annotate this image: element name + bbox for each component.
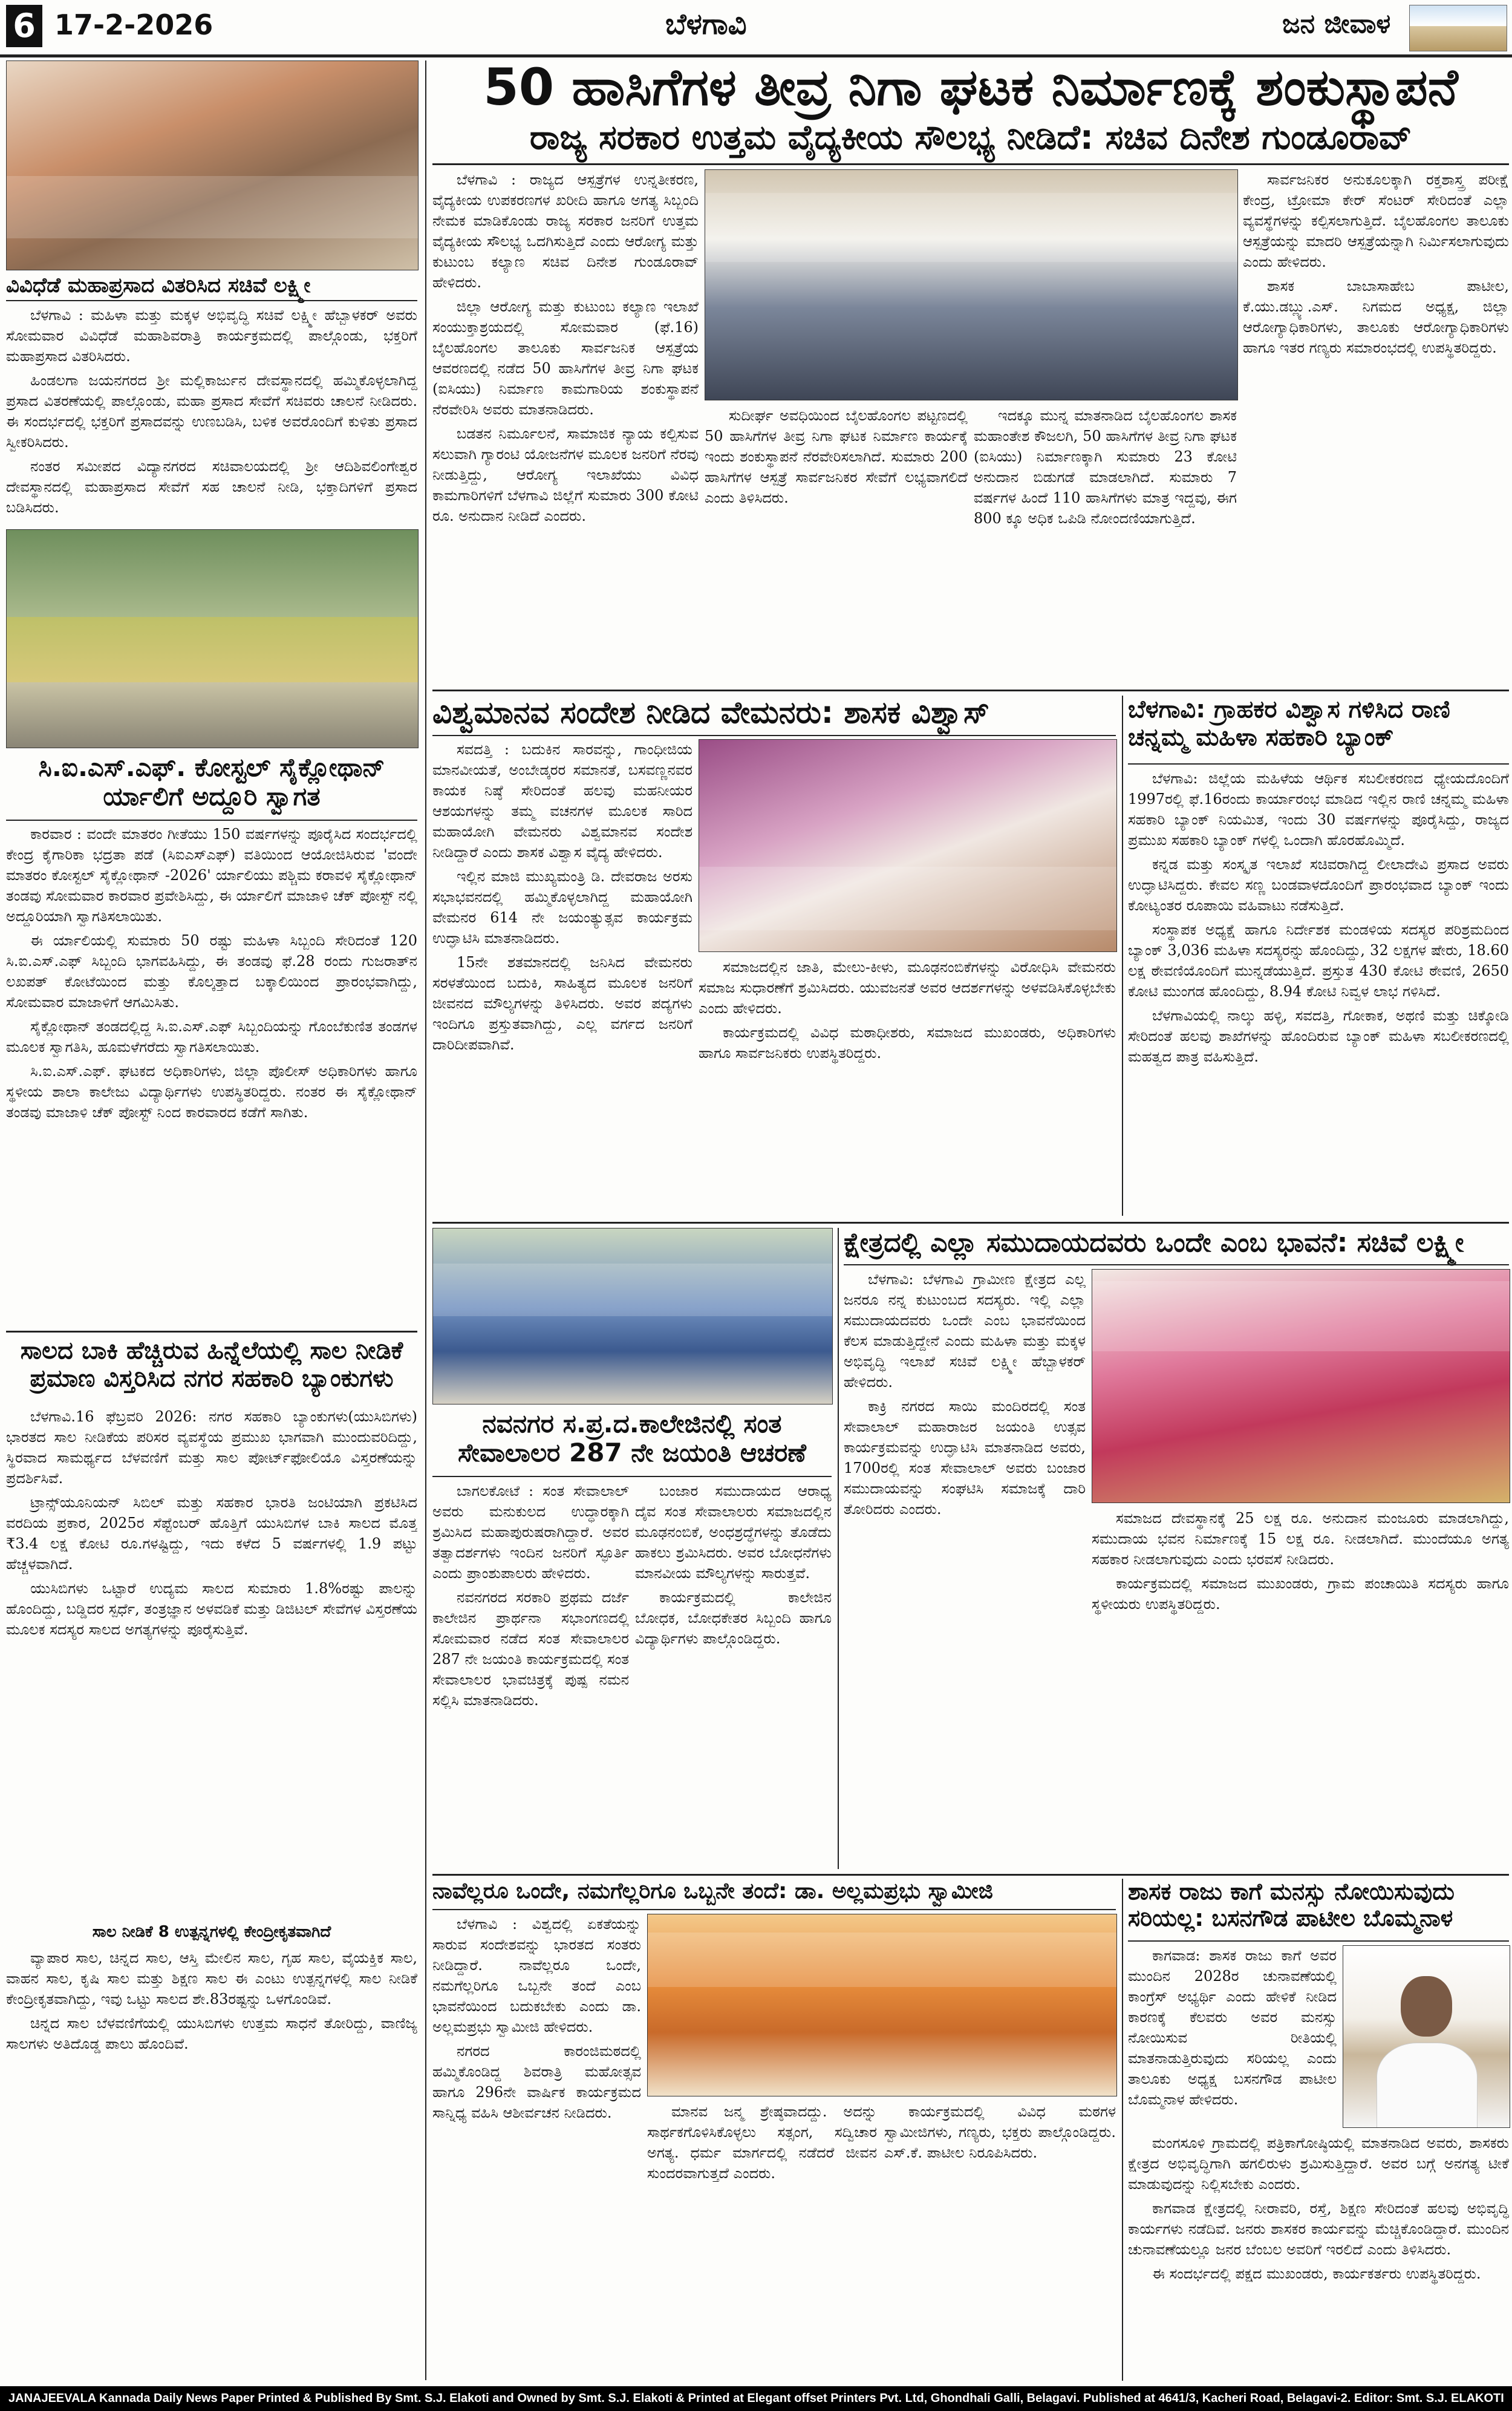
article3-body [6,1406,417,1920]
suvarna-soudha-logo-icon [1409,5,1507,51]
article4-body-col2 [705,405,968,683]
article6-para: ಬೆಳಗಾವಿಯಲ್ಲಿ ನಾಲ್ಕು ಹಳ್ಳಿ, ಸವದತ್ತಿ, ಗೋಕಾಕ, ಅಥಣಿ ಮತ್ತು ಚಿಕ್ಕೋಡಿ ಸೇರಿದಂತೆ ಹಲವು ಶಾಖೆಗಳನ್ನು ಹೊಂದಿರುವ ಬ್ಯಾಂಕ್ ಮಹಿಳಾ ಸಬಲೀಕರಣದಲ್ಲಿ ಮಹತ್ವದ ಪಾತ್ರ ವಹಿಸುತ್ತಿದೆ. [1128,1007,1509,1065]
article4-body-col1 [432,169,699,683]
article10-para: ಕಾಗವಾಡ ಕ್ಷೇತ್ರದಲ್ಲಿ ನೀರಾವರಿ, ರಸ್ತೆ, ಶಿಕ್ಷಣ ಸೇರಿದಂತೆ ಹಲವು ಅಭಿವೃದ್ಧಿ ಕಾರ್ಯಗಳು ನಡೆದಿವೆ. ಜನರು ಶಾಸಕರ ಕಾರ್ಯವನ್ನು ಮೆಚ್ಚಿಕೊಂಡಿದ್ದಾರೆ. ಮುಂದಿನ ಚುನಾವಣೆಯಲ್ಲೂ ಜನರ ಬೆಂಬಲ ಅವರಿಗೆ ಇರಲಿದೆ ಎಂದು ತಿಳಿಸಿದರು. [1128,2200,1509,2258]
article7-headline: ನವನಗರ ಸ.ಪ್ರ.ದ.ಕಾಲೇಜಿನಲ್ಲಿ ಸಂತ ಸೇವಾಲಾಲರ 287 ನೇ ಜಯಂತಿ ಆಚರಣೆ [458,1409,806,1468]
article3-para: ಯುಸಿಬಿಗಳು ಒಟ್ಟಾರೆ ಉದ್ಯಮ ಸಾಲದ ಸುಮಾರು 1.8%ರಷ್ಟು ಪಾಲನ್ನು ಹೊಂದಿದ್ದು, ಬಡ್ಡಿದರ ಸ್ಪರ್ಧೆ, ತಂತ್ರಜ್ಞಾನ ಅಳವಡಿಕೆ ಮತ್ತು ಡಿಜಿಟಲ್ ಸೇವೆಗಳ ವಿಸ್ತರಣೆಯ ಮೂಲಕ ಸದಸ್ಯರ ಸಾಲದ ಅಗತ್ಯಗಳನ್ನು ಪೂರೈಸುತ್ತಿವೆ. [6,1580,417,1638]
masthead [0,0,1512,57]
basanagouda-portrait-photo [1343,1945,1510,2128]
sevalal-jayanti-photo [1092,1269,1510,1503]
column-divider [425,60,426,2380]
divider [844,1264,1509,1265]
article7-para: ಬಂಜಾರ ಸಮುದಾಯದ ಆರಾಧ್ಯ ದೈವ ಸಂತ ಸೇವಾಲಾಲರು ಸಮಾಜದಲ್ಲಿನ ಮೂಢನಂಬಿಕೆ, ಅಂಧಶ್ರದ್ಧೆಗಳನ್ನು ತೊಡೆದು ಹಾಕಲು ಶ್ರಮಿಸಿದರು. ಅವರ ಬೋಧನೆಗಳು ಮಾನವೀಯ ಮೌಲ್ಯಗಳನ್ನು ಸಾರುತ್ತವೆ. [635,1483,832,1582]
article6-body [1128,768,1509,1216]
article5-body-col1 [432,739,692,1217]
divider [1128,763,1509,765]
article2-para: ಕಾರವಾರ : ವಂದೇ ಮಾತರಂ ಗೀತೆಯು 150 ವರ್ಷಗಳನ್ನು ಪೂರೈಸಿದ ಸಂದರ್ಭದಲ್ಲಿ ಕೇಂದ್ರ ಕೈಗಾರಿಕಾ ಭದ್ರತಾ ಪಡೆ (ಸಿಐಎಸ್‌ಎಫ್) ವತಿಯಿಂದ ಆಯೋಜಿಸಿರುವ 'ವಂದೇ ಮಾತರಂ ಕೋಸ್ಟಲ್ ಸೈಕ್ಲೋಥಾನ್ -2026' ರ್ಯಾಲಿಯು ಪಶ್ಚಿಮ ಕರಾವಳಿ ಸೈಕ್ಲೋಥಾನ್ ತಂಡವು ಸೋಮವಾರ ಕಾರವಾರ ಪ್ರವೇಶಿಸಿದ್ದು, ಈ ರ್ಯಾಲಿಗೆ ಮಾಜಾಳಿ ಚೆಕ್ ಪೋಸ್ಟ್ ನಲ್ಲಿ ಅದ್ದೂರಿಯಾಗಿ ಸ್ವಾಗತಿಸಲಾಯಿತು. [6,826,417,925]
article9-body-col2 [647,2101,877,2380]
article1-body [6,305,417,523]
article2-para: ಸಿ.ಐ.ಎಸ್.ಎಫ್. ಘಟಕದ ಅಧಿಕಾರಿಗಳು, ಜಿಲ್ಲಾ ಪೊಲೀಸ್ ಅಧಿಕಾರಿಗಳು ಹಾಗೂ ಸ್ಥಳೀಯ ಶಾಲಾ ಕಾಲೇಜು ವಿದ್ಯಾರ್ಥಿಗಳು ಉಪಸ್ಥಿತರಿದ್ದರು. ನಂತರ ಈ ಸೈಕ್ಲೋಥಾನ್ ತಂಡವು ಮಾಜಾಳಿ ಚೆಕ್ ಪೋಸ್ಟ್ ನಿಂದ ಕಾರವಾರದ ಕಡೆಗೆ ಸಾಗಿತು. [6,1063,417,1121]
divider [6,300,417,301]
divider [432,1222,1509,1224]
article3-para: ಚಿನ್ನದ ಸಾಲ ಬೆಳವಣಿಗೆಯಲ್ಲಿ ಯುಸಿಬಿಗಳು ಉತ್ತಮ ಸಾಧನೆ ತೋರಿದ್ದು, ವಾಣಿಜ್ಯ ಸಾಲಗಳು ಅತಿದೊಡ್ಡ ಪಾಲು ಹೊಂದಿವೆ. [6,2015,417,2052]
karanjimath-event-photo [647,1914,1117,2096]
article7-body-col1 [432,1481,629,1868]
article5-para: ಇಲ್ಲಿನ ಮಾಜಿ ಮುಖ್ಯಮಂತ್ರಿ ಡಿ. ದೇವರಾಜ ಅರಸು ಸಭಾಭವನದಲ್ಲಿ ಹಮ್ಮಿಕೊಳ್ಳಲಾಗಿದ್ದ ಮಹಾಯೋಗಿ ವೇಮನರ 614 ನೇ ಜಯಂತ್ಯುತ್ಸವ ಕಾರ್ಯಕ್ರಮ ಉದ್ಘಾಟಿಸಿ ಮಾತನಾಡಿದರು. [432,868,692,947]
portrait-shirt-icon [1377,2043,1478,2128]
article7-para: ನವನಗರದ ಸರಕಾರಿ ಪ್ರಥಮ ದರ್ಜೆ ಕಾಲೇಜಿನ ಪ್ರಾರ್ಥನಾ ಸಭಾಂಗಣದಲ್ಲಿ ಸೋಮವಾರ ನಡೆದ ಸಂತ ಸೇವಾಲಾಲರ 287 ನೇ ಜಯಂತಿ ಕಾರ್ಯಕ್ರಮದಲ್ಲಿ ಸಂತ ಸೇವಾಲಾಲರ ಭಾವಚಿತ್ರಕ್ಕೆ ಪುಷ್ಪ ನಮನ ಸಲ್ಲಿಸಿ ಮಾತನಾಡಿದರು. [432,1589,629,1709]
article10-para: ಕಾಗವಾಡ: ಶಾಸಕ ರಾಜು ಕಾಗೆ ಅವರ ಮುಂದಿನ 2028ರ ಚುನಾವಣೆಯಲ್ಲಿ ಕಾಂಗ್ರೆಸ್ ಅಭ್ಯರ್ಥಿ ಎಂದು ಹೇಳಿಕೆ ನೀಡಿದ ಕಾರಣಕ್ಕೆ ಕೆಲವರು ಅವರ ಮನಸ್ಸು ನೋಯಿಸುವ ರೀತಿಯಲ್ಲಿ ಮಾತನಾಡುತ್ತಿರುವುದು ಸರಿಯಲ್ಲ ಎಂದು ತಾಲೂಕು ಅಧ್ಯಕ್ಷ ಬಸನಗೌಡ ಪಾಟೀಲ ಬೊಮ್ಮನಾಳ ಹೇಳಿದರು. [1128,1947,1337,2108]
article4-body-col3 [974,405,1237,683]
article6-para: ಬೆಳಗಾವಿ: ಜಿಲ್ಲೆಯ ಮಹಿಳೆಯ ಆರ್ಥಿಕ ಸಬಲೀಕರಣದ ಧ್ಯೇಯದೊಂದಿಗೆ 1997ರಲ್ಲಿ ಫೆ.16ರಂದು ಕಾರ್ಯಾರಂಭ ಮಾಡಿದ ಇಲ್ಲಿನ ರಾಣಿ ಚನ್ನಮ್ಮ ಮಹಿಳಾ ಸಹಕಾರಿ ಬ್ಯಾಂಕ್ ನಿಯಮಿತ, ಇಂದು 30 ವರ್ಷಗಳನ್ನು ಪೂರೈಸಿದ್ದು, ರಾಜ್ಯದ ಪ್ರಮುಖ ಸಹಕಾರಿ ಬ್ಯಾಂಕ್ ಗಳಲ್ಲಿ ಒಂದಾಗಿ ಹೊರಹೊಮ್ಮಿದೆ. [1128,770,1509,849]
article4-para: ಬೆಳಗಾವಿ : ರಾಜ್ಯದ ಆಸ್ಪತ್ರೆಗಳ ಉನ್ನತೀಕರಣ, ವೈದ್ಯಕೀಯ ಉಪಕರಣಗಳ ಖರೀದಿ ಹಾಗೂ ಅಗತ್ಯ ಸಿಬ್ಬಂದಿ ನೇಮಕ ಮಾಡಿಕೊಂಡು ರಾಜ್ಯ ಸರಕಾರ ಜನರಿಗೆ ಉತ್ತಮ ವೈದ್ಯಕೀಯ ಸೌಲಭ್ಯ ಒದಗಿಸುತ್ತಿದೆ ಎಂದು ಆರೋಗ್ಯ ಮತ್ತು ಕುಟುಂಬ ಕಲ್ಯಾಣ ಸಚಿವ ದಿನೇಶ ಗುಂಡೂರಾವ್ ಹೇಳಿದರು. [432,171,699,291]
article6-para: ಕನ್ನಡ ಮತ್ತು ಸಂಸ್ಕೃತ ಇಲಾಖೆ ಸಚಿವರಾಗಿದ್ದ ಲೀಲಾದೇವಿ ಪ್ರಸಾದ ಅವರು ಉದ್ಘಾಟಿಸಿದ್ದರು. ಕೇವಲ ಸಣ್ಣ ಬಂಡವಾಳದೊಂದಿಗೆ ಪ್ರಾರಂಭವಾದ ಬ್ಯಾಂಕ್ ಇಂದು ಕೋಟ್ಯಂತರ ರೂಪಾಯಿ ವಹಿವಾಟು ನಡೆಸುತ್ತಿದೆ. [1128,856,1509,914]
vemana-jayanti-photo [699,739,1117,952]
portrait-head-icon [1401,1976,1452,2037]
article8-para: ಬೆಳಗಾವಿ: ಬೆಳಗಾವಿ ಗ್ರಾಮೀಣ ಕ್ಷೇತ್ರದ ಎಲ್ಲ ಜನರೂ ನನ್ನ ಕುಟುಂಬದ ಸದಸ್ಯರು. ಇಲ್ಲಿ ಎಲ್ಲಾ ಸಮುದಾಯದವರು ಒಂದೇ ಎಂಬ ಭಾವನೆಯಿಂದ ಕೆಲಸ ಮಾಡುತ್ತಿದ್ದೇನೆ ಎಂದು ಮಹಿಳಾ ಮತ್ತು ಮಕ್ಕಳ ಅಭಿವೃದ್ಧಿ ಇಲಾಖೆ ಸಚಿವೆ ಲಕ್ಷ್ಮೀ ಹೆಬ್ಬಾಳಕರ್ ಹೇಳಿದರು. [844,1271,1086,1391]
article3-para: ವ್ಯಾಪಾರ ಸಾಲ, ಚಿನ್ನದ ಸಾಲ, ಆಸ್ತಿ ಮೇಲಿನ ಸಾಲ, ಗೃಹ ಸಾಲ, ವೈಯಕ್ತಿಕ ಸಾಲ, ವಾಹನ ಸಾಲ, ಕೃಷಿ ಸಾಲ ಮತ್ತು ಶಿಕ್ಷಣ ಸಾಲ ಈ ಎಂಟು ಉತ್ಪನ್ನಗಳಲ್ಲಿ ಸಾಲ ನೀಡಿಕೆ ಕೇಂದ್ರೀಕೃತವಾಗಿದ್ದು, ಇವು ಒಟ್ಟು ಸಾಲದ ಶೇ.83ರಷ್ಟನ್ನು ಒಳಗೊಂಡಿವೆ. [6,1949,417,2008]
article4-para: ಶಾಸಕ ಬಾಬಾಸಾಹೇಬ ಪಾಟೀಲ, ಕೆ.ಯು.ಡಬ್ಲ್ಯು.ಎಸ್. ನಿಗಮದ ಅಧ್ಯಕ್ಷ, ಜಿಲ್ಲಾ ಆರೋಗ್ಯಾಧಿಕಾರಿಗಳು, ತಾಲೂಕು ಆರೋಗ್ಯಾಧಿಕಾರಿಗಳು ಹಾಗೂ ಇತರ ಗಣ್ಯರು ಸಮಾರಂಭದಲ್ಲಿ ಉಪಸ್ಥಿತರಿದ್ದರು. [1243,278,1509,356]
article4-para: ಬಡತನ ನಿರ್ಮೂಲನೆ, ಸಾಮಾಜಿಕ ನ್ಯಾಯ ಕಲ್ಪಿಸುವ ಸಲುವಾಗಿ ಗ್ಯಾರಂಟಿ ಯೋಜನೆಗಳ ಮೂಲಕ ಜನರಿಗೆ ನೆರವು ನೀಡುತ್ತಿದ್ದು, ಆರೋಗ್ಯ ಇಲಾಖೆಯು ವಿವಿಧ ಕಾಮಗಾರಿಗಳಿಗೆ ಬೆಳಗಾವಿ ಜಿಲ್ಲೆಗೆ ಸುಮಾರು 300 ಕೋಟಿ ರೂ. ಅನುದಾನ ನೀಡಿದೆ ಎಂದರು. [432,425,699,524]
article8-para: ಕಾರ್ಯಕ್ರಮದಲ್ಲಿ ಸಮಾಜದ ಮುಖಂಡರು, ಗ್ರಾಮ ಪಂಚಾಯಿತಿ ಸದಸ್ಯರು ಹಾಗೂ ಸ್ಥಳೀಯರು ಉಪಸ್ಥಿತರಿದ್ದರು. [1092,1575,1509,1613]
article5-para: ಕಾರ್ಯಕ್ರಮದಲ್ಲಿ ವಿವಿಧ ಮಠಾಧೀಶರು, ಸಮಾಜದ ಮುಖಂಡರು, ಅಧಿಕಾರಿಗಳು ಹಾಗೂ ಸಾರ್ವಜನಿಕರು ಉಪಸ್ಥಿತರಿದ್ದರು. [699,1024,1116,1062]
print-line-footer: JANAJEEVALA Kannada Daily News Paper Printed & Published By Smt. S.J. Elakoti and Owned by Smt. S.J. Elakoti & Printed at Elegant offset Printers Pvt. Ltd, Ghondhali Galli, Belagavi. Published at 4641/3, Kacheri Road, Belagavi-2. Editor: Smt. S.J. ELAKOTI [0,2386,1512,2411]
divider [432,1909,1116,1910]
article3-para: ಟ್ರಾನ್ಸ್‌ಯೂನಿಯನ್ ಸಿಬಿಲ್ ಮತ್ತು ಸಹಕಾರ ಭಾರತಿ ಜಂಟಿಯಾಗಿ ಪ್ರಕಟಿಸಿದ ವರದಿಯ ಪ್ರಕಾರ, 2025ರ ಸೆಪ್ಟೆಂಬರ್ ಹೊತ್ತಿಗೆ ಯುಸಿಬಿಗಳ ಬಾಕಿ ಸಾಲದ ಮೊತ್ತ ₹3.4 ಲಕ್ಷ ಕೋಟಿ ರೂ.ಗಳಷ್ಟಿದ್ದು, ಇದು ಕಳೆದ 5 ವರ್ಷಗಳಲ್ಲಿ 1.9 ಪಟ್ಟು ಹೆಚ್ಚಳವಾಗಿದೆ. [6,1494,417,1573]
article2-para: ಈ ರ್ಯಾಲಿಯಲ್ಲಿ ಸುಮಾರು 50 ರಷ್ಟು ಮಹಿಳಾ ಸಿಬ್ಬಂದಿ ಸೇರಿದಂತೆ 120 ಸಿ.ಐ.ಎಸ್.ಎಫ್ ಸಿಬ್ಬಂದಿ ಭಾಗವಹಿಸಿದ್ದು, ಈ ತಂಡವು ಫೆ.28 ರಂದು ಗುಜರಾತ್‌ನ ಲಖಪತ್ ಕೋಟೆಯಿಂದ ಮತ್ತು ಕೊಲ್ಕತ್ತಾದ ಬಕ್ಕಾಲಿಯಿಂದ ಪ್ರಾರಂಭವಾಗಿದ್ದು, ಸೋಮವಾರ ಮಾಜಾಳಿಗೆ ಆಗಮಿಸಿತು. [6,932,417,1011]
article1-caption: ವಿವಿಧೆಡೆ ಮಹಾಪ್ರಸಾದ ವಿತರಿಸಿದ ಸಚಿವೆ ಲಕ್ಷ್ಮೀ [6,273,311,298]
divider [432,735,1116,736]
article3-body-continued [6,1948,417,2380]
article3-subhead: ಸಾಲ ನೀಡಿಕೆ 8 ಉತ್ಪನ್ನಗಳಲ್ಲಿ ಕೇಂದ್ರೀಕೃತವಾಗಿದೆ [92,1923,331,1941]
article10-para: ಈ ಸಂದರ್ಭದಲ್ಲಿ ಪಕ್ಷದ ಮುಖಂಡರು, ಕಾರ್ಯಕರ್ತರು ಉಪಸ್ಥಿತರಿದ್ದರು. [1152,2265,1481,2282]
article5-para: ಸಮಾಜದಲ್ಲಿನ ಜಾತಿ, ಮೇಲು-ಕೀಳು, ಮೂಢನಂಬಿಕೆಗಳನ್ನು ವಿರೋಧಿಸಿ ವೇಮನರು ಸಮಾಜ ಸುಧಾರಣೆಗೆ ಶ್ರಮಿಸಿದರು. ಯುವಜನತೆ ಅವರ ಆದರ್ಶಗಳನ್ನು ಅಳವಡಿಸಿಕೊಳ್ಳಬೇಕು ಎಂದು ಹೇಳಿದರು. [699,959,1116,1017]
article1-para: ಹಿಂಡಲಗಾ ಜಯನಗರದ ಶ್ರೀ ಮಲ್ಲಿಕಾರ್ಜುನ ದೇವಸ್ಥಾನದಲ್ಲಿ ಹಮ್ಮಿಕೊಳ್ಳಲಾಗಿದ್ದ ಪ್ರಸಾದ ವಿತರಣೆಯಲ್ಲಿ ಪಾಲ್ಗೊಂಡು, ಮಹಾ ಪ್ರಸಾದ ಸೇವೆಗೆ ಸಚಿವರು ಚಾಲನೆ ನೀಡಿದರು. ಈ ಸಂದರ್ಭದಲ್ಲಿ ಭಕ್ತರಿಗೆ ಪ್ರಸಾದವನ್ನು ಉಣಬಡಿಸಿ, ಬಳಿಕ ಅವರೊಂದಿಗೆ ಕುಳಿತು ಪ್ರಸಾದ ಸ್ವೀಕರಿಸಿದರು. [6,372,417,451]
article8-headline: ಕ್ಷೇತ್ರದಲ್ಲಿ ಎಲ್ಲಾ ಸಮುದಾಯದವರು ಒಂದೇ ಎಂಬ ಭಾವನೆ: ಸಚಿವೆ ಲಕ್ಷ್ಮೀ [844,1227,1464,1258]
article4-body-col4 [1243,169,1509,683]
article6-headline: ಬೆಳಗಾವಿ: ಗ್ರಾಹಕರ ವಿಶ್ವಾಸ ಗಳಿಸಿದ ರಾಣಿ ಚನ್ನಮ್ಮ ಮಹಿಳಾ ಸಹಕಾರಿ ಬ್ಯಾಂಕ್ [1128,696,1450,751]
divider [432,690,1509,691]
article9-para: ಬೆಳಗಾವಿ : ವಿಶ್ವದಲ್ಲಿ ಏಕತೆಯನ್ನು ಸಾರುವ ಸಂದೇಶವನ್ನು ಭಾರತದ ಸಂತರು ನೀಡಿದ್ದಾರೆ. ನಾವೆಲ್ಲರೂ ಒಂದೇ, ನಮಗೆಲ್ಲರಿಗೂ ಒಬ್ಬನೇ ತಂದೆ ಎಂಬ ಭಾವನೆಯಿಂದ ಬದುಕಬೇಕು ಎಂದು ಡಾ. ಅಲ್ಲಮಪ್ರಭು ಸ್ವಾಮೀಜಿ ಹೇಳಿದರು. [432,1916,641,2035]
article4-headline: 50 ಹಾಸಿಗೆಗಳ ತೀವ್ರ ನಿಗಾ ಘಟಕ ನಿರ್ಮಾಣಕ್ಕೆ ಶಂಕುಸ್ಥಾಪನೆ [483,57,1458,117]
article9-para: ಮಾನವ ಜನ್ಮ ಶ್ರೇಷ್ಠವಾದದ್ದು. ಅದನ್ನು ಸಾರ್ಥಕಗೊಳಿಸಿಕೊಳ್ಳಲು ಸತ್ಸಂಗ, ಸದ್ವಿಚಾರ ಅಗತ್ಯ. ಧರ್ಮ ಮಾರ್ಗದಲ್ಲಿ ನಡೆದರೆ ಜೀವನ ಸುಂದರವಾಗುತ್ತದೆ ಎಂದರು. [647,2103,877,2182]
article2-para: ಸೈಕ್ಲೋಥಾನ್ ತಂಡದಲ್ಲಿದ್ದ ಸಿ.ಐ.ಎಸ್.ಎಫ್ ಸಿಬ್ಬಂದಿಯನ್ನು ಗೊಂಬೆಕುಣಿತ ತಂಡಗಳ ಮೂಲಕ ಸ್ವಾಗತಿಸಿ, ಹೂಮಳೆಗರೆದು ಸ್ವಾಗತಿಸಲಾಯಿತು. [6,1018,417,1055]
divider [6,1331,417,1333]
college-jayanti-photo [432,1228,833,1405]
article8-body-col2 [1092,1508,1509,1868]
article10-body-col2 [1128,2133,1509,2380]
article5-headline: ವಿಶ್ವಮಾನವ ಸಂದೇಶ ನೀಡಿದ ವೇಮನರು: ಶಾಸಕ ವಿಶ್ವಾಸ್ [432,695,989,730]
article1-para: ಬೆಳಗಾವಿ : ಮಹಿಳಾ ಮತ್ತು ಮಕ್ಕಳ ಅಭಿವೃದ್ಧಿ ಸಚಿವೆ ಲಕ್ಷ್ಮೀ ಹೆಬ್ಬಾಳಕರ್ ಅವರು ಸೋಮವಾರ ವಿವಿಧೆಡೆ ಮಹಾಶಿವರಾತ್ರಿ ಕಾರ್ಯಕ್ರಮದಲ್ಲಿ ಪಾಲ್ಗೊಂಡು, ಭಕ್ತರಿಗೆ ಮಹಾಪ್ರಸಾದ ವಿತರಿಸಿದರು. [6,307,417,365]
article8-para: ಸಮಾಜದ ದೇವಸ್ಥಾನಕ್ಕೆ 25 ಲಕ್ಷ ರೂ. ಅನುದಾನ ಮಂಜೂರು ಮಾಡಲಾಗಿದ್ದು, ಸಮುದಾಯ ಭವನ ನಿರ್ಮಾಣಕ್ಕೆ 15 ಲಕ್ಷ ರೂ. ನೀಡಲಾಗಿದೆ. ಮುಂದೆಯೂ ಅಗತ್ಯ ಸಹಕಾರ ನೀಡಲಾಗುವುದು ಎಂದು ಭರವಸೆ ನೀಡಿದರು. [1092,1510,1509,1568]
issue-date: 17-2-2026 [54,8,213,41]
article4-subhead: ರಾಜ್ಯ ಸರಕಾರ ಉತ್ತಮ ವೈದ್ಯಕೀಯ ಸೌಲಭ್ಯ ನೀಡಿದೆ: ಸಚಿವ ದಿನೇಶ ಗುಂಡೂರಾವ್ [529,118,1412,157]
article9-para: ಕಾರ್ಯಕ್ರಮದಲ್ಲಿ ವಿವಿಧ ಮಠಗಳ ಸ್ವಾಮೀಜಿಗಳು, ಗಣ್ಯರು, ಭಕ್ತರು ಪಾಲ್ಗೊಂಡಿದ್ದರು. ಎಸ್.ಕೆ. ಪಾಟೀಲ ನಿರೂಪಿಸಿದರು. [884,2103,1116,2161]
column-divider [1122,1879,1123,2381]
prasad-distribution-photo [6,60,419,270]
section-name: ಬೆಳಗಾವಿ [665,7,747,41]
page-number: 6 [6,5,42,47]
divider [6,820,417,821]
article5-body-col2 [699,957,1116,1217]
article7-para: ಬಾಗಲಕೋಟೆ : ಸಂತ ಸೇವಾಲಾಲ್ ಅವರು ಮನುಕುಲದ ಉದ್ಧಾರಕ್ಕಾಗಿ ಶ್ರಮಿಸಿದ ಮಹಾಪುರುಷರಾಗಿದ್ದಾರೆ. ಅವರ ತತ್ವಾದರ್ಶಗಳು ಇಂದಿನ ಜನರಿಗೆ ಸ್ಫೂರ್ತಿ ಎಂದು ಪ್ರಾಂಶುಪಾಲರು ಹೇಳಿದರು. [432,1483,629,1582]
article5-para: 15ನೇ ಶತಮಾನದಲ್ಲಿ ಜನಿಸಿದ ವೇಮನರು ಸರಳತೆಯಿಂದ ಬದುಕಿ, ಸಾಹಿತ್ಯದ ಮೂಲಕ ಜನರಿಗೆ ಜೀವನದ ಮೌಲ್ಯಗಳನ್ನು ತಿಳಿಸಿದರು. ಅವರ ಪದ್ಯಗಳು ಇಂದಿಗೂ ಪ್ರಸ್ತುತವಾಗಿದ್ದು, ಎಲ್ಲ ವರ್ಗದ ಜನರಿಗೆ ದಾರಿದೀಪವಾಗಿವೆ. [432,954,692,1053]
divider [432,163,1509,165]
article9-body-col1 [432,1914,641,2380]
article4-para: ಸಾರ್ವಜನಿಕರ ಅನುಕೂಲಕ್ಕಾಗಿ ರಕ್ತಶಾಸ್ತ್ರ ಪರೀಕ್ಷೆ ಕೇಂದ್ರ, ಟ್ರೋಮಾ ಕೇರ್ ಸೆಂಟರ್ ಸೇರಿದಂತೆ ಎಲ್ಲಾ ವ್ಯವಸ್ಥೆಗಳನ್ನು ಕಲ್ಪಿಸಲಾಗುತ್ತಿದೆ. ಬೈಲಹೊಂಗಲ ತಾಲೂಕು ಆಸ್ಪತ್ರೆಯನ್ನು ಮಾದರಿ ಆಸ್ಪತ್ರೆಯನ್ನಾಗಿ ನಿರ್ಮಿಸಲಾಗುವುದು ಎಂದು ಹೇಳಿದರು. [1243,171,1509,270]
article7-para: ಕಾರ್ಯಕ್ರಮದಲ್ಲಿ ಕಾಲೇಜಿನ ಬೋಧಕ, ಬೋಧಕೇತರ ಸಿಬ್ಬಂದಿ ಹಾಗೂ ವಿದ್ಯಾರ್ಥಿಗಳು ಪಾಲ್ಗೊಂಡಿದ್ದರು. [635,1589,832,1647]
icu-foundation-ceremony-photo [705,169,1238,400]
article6-para: ಸಂಸ್ಥಾಪಕ ಅಧ್ಯಕ್ಷೆ ಹಾಗೂ ನಿರ್ದೇಶಕ ಮಂಡಳಿಯ ಸದಸ್ಯರ ಪರಿಶ್ರಮದಿಂದ ಬ್ಯಾಂಕ್ 3,036 ಮಹಿಳಾ ಸದಸ್ಯರನ್ನು ಹೊಂದಿದ್ದು, 32 ಲಕ್ಷಗಳ ಷೇರು, 18.60 ಲಕ್ಷ ಠೇವಣಿಯೊಂದಿಗೆ ಮುನ್ನಡೆಯುತ್ತಿದೆ. ಪ್ರಸ್ತುತ 430 ಕೋಟಿ ಠೇವಣಿ, 2650 ಕೋಟಿ ಮುಂಗಡ ಹೊಂದಿದ್ದು, 8.94 ಕೋಟಿ ನಿವ್ವಳ ಲಾಭ ಗಳಿಸಿದೆ. [1128,921,1509,1000]
article3-para: ಬೆಳಗಾವಿ.16 ಫೆಬ್ರವರಿ 2026: ನಗರ ಸಹಕಾರಿ ಬ್ಯಾಂಕುಗಳು(ಯುಸಿಬಿಗಳು) ಭಾರತದ ಸಾಲ ನೀಡಿಕೆಯ ಪರಿಸರ ವ್ಯವಸ್ಥೆಯ ಪ್ರಮುಖ ಭಾಗವಾಗಿ ಮುಂದುವರಿದಿದ್ದು, ಸ್ಥಿರವಾದ ಸಾಮರ್ಥ್ಯದ ಬೆಳವಣಿಗೆ ಮತ್ತು ಸಾಲ ಪೋರ್ಟ್‌ಫೋಲಿಯೊ ವಿಸ್ತರಣೆಯನ್ನು ಪ್ರದರ್ಶಿಸಿವೆ. [6,1408,417,1487]
article1-para: ನಂತರ ಸಮೀಪದ ವಿದ್ಯಾನಗರದ ಸಚಿವಾಲಯದಲ್ಲಿ ಶ್ರೀ ಆದಿಶಿವಲಿಂಗೇಶ್ವರ ದೇವಸ್ಥಾನದಲ್ಲಿ ಮಹಾಪ್ರಸಾದ ಸೇವೆಗೆ ಸಹ ಚಾಲನೆ ನೀಡಿ, ಭಕ್ತಾದಿಗಳಿಗೆ ಪ್ರಸಾದ ಬಡಿಸಿದರು. [6,458,417,516]
article9-headline: ನಾವೆಲ್ಲರೂ ಒಂದೇ, ನಮಗೆಲ್ಲರಿಗೂ ಒಬ್ಬನೇ ತಂದೆ: ಡಾ. ಅಲ್ಲಮಪ್ರಭು ಸ್ವಾಮೀಜಿ [432,1879,993,1904]
column-divider [838,1228,839,1869]
article9-body-col3 [884,2101,1116,2380]
column-divider [1122,696,1123,1216]
divider [432,1874,1509,1876]
article3-headline: ಸಾಲದ ಬಾಕಿ ಹೆಚ್ಚಿರುವ ಹಿನ್ನೆಲೆಯಲ್ಲಿ ಸಾಲ ನೀಡಿಕೆ ಪ್ರಮಾಣ ವಿಸ್ತರಿಸಿದ ನಗರ ಸಹಕಾರಿ ಬ್ಯಾಂಕುಗಳು [20,1337,403,1392]
article5-para: ಸವದತ್ತಿ : ಬದುಕಿನ ಸಾರವನ್ನು, ಗಾಂಧೀಜಿಯ ಮಾನವೀಯತೆ, ಅಂಬೇಡ್ಕರರ ಸಮಾನತೆ, ಬಸವಣ್ಣನವರ ಕಾಯಕ ನಿಷ್ಠೆ ಸೇರಿದಂತೆ ಹಲವು ಮಹನೀಯರ ಆಶಯಗಳನ್ನು ತಮ್ಮ ವಚನಗಳ ಮೂಲಕ ಸಾರಿದ ಮಹಾಯೋಗಿ ವೇಮನರು ವಿಶ್ವಮಾನವ ಸಂದೇಶ ನೀಡಿದ್ದಾರೆ ಎಂದು ಶಾಸಕ ವಿಶ್ವಾಸ ವೈದ್ಯ ಹೇಳಿದರು. [432,741,692,861]
paper-name: ಜನ ಜೀವಾಳ [1282,8,1391,39]
cyclothon-rally-photo [6,529,419,748]
article2-body [6,824,417,1325]
article4-para: ಇದಕ್ಕೂ ಮುನ್ನ ಮಾತನಾಡಿದ ಬೈಲಹೊಂಗಲ ಶಾಸಕ ಮಹಾಂತೇಶ ಕೌಜಲಗಿ, 50 ಹಾಸಿಗೆಗಳ ತೀವ್ರ ನಿಗಾ ಘಟಕ (ಐಸಿಯು) ನಿರ್ಮಾಣಕ್ಕಾಗಿ ಸುಮಾರು 23 ಕೋಟಿ ಅನುದಾನ ಬಿಡುಗಡೆ ಮಾಡಲಾಗಿದೆ. ಸುಮಾರು 7 ವರ್ಷಗಳ ಹಿಂದೆ 110 ಹಾಸಿಗೆಗಳು ಮಾತ್ರ ಇದ್ದವು, ಈಗ 800 ಕ್ಕೂ ಅಧಿಕ ಒಪಿಡಿ ನೋಂದಣಿಯಾಗುತ್ತಿದೆ. [974,407,1237,527]
article10-para: ಮಂಗಸೂಳಿ ಗ್ರಾಮದಲ್ಲಿ ಪತ್ರಿಕಾಗೋಷ್ಠಿಯಲ್ಲಿ ಮಾತನಾಡಿದ ಅವರು, ಶಾಸಕರು ಕ್ಷೇತ್ರದ ಅಭಿವೃದ್ಧಿಗಾಗಿ ಹಗಲಿರುಳು ಶ್ರಮಿಸುತ್ತಿದ್ದಾರೆ. ಅವರ ಬಗ್ಗೆ ಅನಗತ್ಯ ಟೀಕೆ ಮಾಡುವುದನ್ನು ನಿಲ್ಲಿಸಬೇಕು ಎಂದರು. [1128,2135,1509,2193]
article8-para: ಕಾಕ್ರಿ ನಗರದ ಸಾಯಿ ಮಂದಿರದಲ್ಲಿ ಸಂತ ಸೇವಾಲಾಲ್ ಮಹಾರಾಜರ ಜಯಂತಿ ಉತ್ಸವ ಕಾರ್ಯಕ್ರಮವನ್ನು ಉದ್ಘಾಟಿಸಿ ಮಾತನಾಡಿದ ಅವರು, 1700ರಲ್ಲಿ ಸಂತ ಸೇವಾಲಾಲ್ ಅವರು ಬಂಜಾರ ಸಮುದಾಯವನ್ನು ಸಂಘಟಿಸಿ ಸಮಾಜಕ್ಕೆ ದಾರಿ ತೋರಿದರು ಎಂದರು. [844,1398,1086,1518]
article7-body-col2 [635,1481,832,1868]
divider [432,1476,832,1477]
article10-headline: ಶಾಸಕ ರಾಜು ಕಾಗೆ ಮನಸ್ಸು ನೋಯಿಸುವುದು ಸರಿಯಲ್ಲ: ಬಸನಗೌಡ ಪಾಟೀಲ ಬೊಮ್ಮನಾಳ [1128,1878,1455,1931]
article4-para: ಸುದೀರ್ಘ ಅವಧಿಯಿಂದ ಬೈಲಹೊಂಗಲ ಪಟ್ಟಣದಲ್ಲಿ 50 ಹಾಸಿಗೆಗಳ ತೀವ್ರ ನಿಗಾ ಘಟಕ ನಿರ್ಮಾಣ ಕಾರ್ಯಕ್ಕೆ ಇಂದು ಶಂಕುಸ್ಥಾಪನೆ ನೆರವೇರಿಸಲಾಗಿದೆ. ಸುಮಾರು 200 ಹಾಸಿಗೆಗಳ ಆಸ್ಪತ್ರೆ ಸಾರ್ವಜನಿಕರ ಸೇವೆಗೆ ಲಭ್ಯವಾಗಲಿದೆ ಎಂದು ತಿಳಿಸಿದರು. [705,407,968,506]
article9-para: ನಗರದ ಕಾರಂಜಿಮಠದಲ್ಲಿ ಹಮ್ಮಿಕೊಂಡಿದ್ದ ಶಿವರಾತ್ರಿ ಮಹೋತ್ಸವ ಹಾಗೂ 296ನೇ ವಾರ್ಷಿಕ ಕಾರ್ಯಕ್ರಮದ ಸಾನ್ನಿಧ್ಯ ವಹಿಸಿ ಆಶೀರ್ವಚನ ನೀಡಿದರು. [432,2043,641,2121]
article10-body-col1 [1128,1945,1337,2127]
article8-body-col1 [844,1269,1086,1868]
divider [1128,1940,1509,1942]
article4-para: ಜಿಲ್ಲಾ ಆರೋಗ್ಯ ಮತ್ತು ಕುಟುಂಬ ಕಲ್ಯಾಣ ಇಲಾಖೆ ಸಂಯುಕ್ತಾಶ್ರಯದಲ್ಲಿ ಸೋಮವಾರ (ಫೆ.16) ಬೈಲಹೊಂಗಲ ತಾಲೂಕು ಸಾರ್ವಜನಿಕ ಆಸ್ಪತ್ರೆಯ ಆವರಣದಲ್ಲಿ ನಡೆದ 50 ಹಾಸಿಗೆಗಳ ತೀವ್ರ ನಿಗಾ ಘಟಕ (ಐಸಿಯು) ನಿರ್ಮಾಣ ಕಾಮಗಾರಿಯ ಶಂಕುಸ್ಥಾಪನೆ ನೆರವೇರಿಸಿ ಅವರು ಮಾತನಾಡಿದರು. [432,298,699,418]
article2-headline: ಸಿ.ಐ.ಎಸ್.ಎಫ್. ಕೋಸ್ಟಲ್ ಸೈಕ್ಲೋಥಾನ್ ರ್ಯಾಲಿಗೆ ಅದ್ದೂರಿ ಸ್ವಾಗತ [38,752,385,812]
